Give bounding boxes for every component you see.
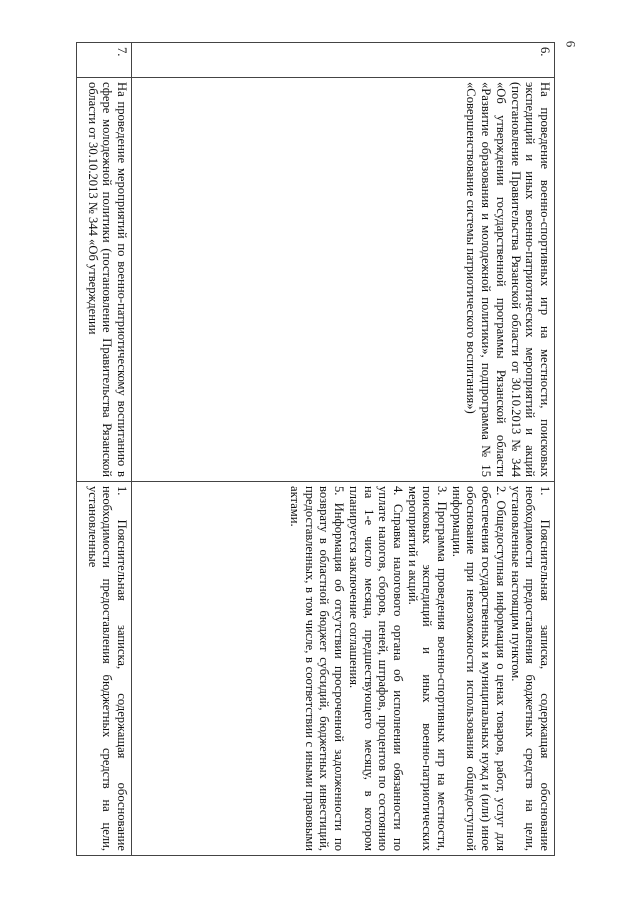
table-row <box>77 43 132 856</box>
rotated-page-content <box>72 42 555 851</box>
table-row <box>132 43 555 856</box>
page-number: 6 <box>563 40 579 48</box>
document-item: 2. Общедоступная информация о ценах товаров, работ, услуг для обеспечения государственных и муниципальных нужд и (или) иное обоснование при невозможности использования общедоступной информации. <box>449 486 508 851</box>
document-item: 1. Пояснительная записка, содержащая обоснование необходимости предоставления бюджетных средств на цели, установленные <box>85 486 129 851</box>
documents-table <box>76 42 555 856</box>
document-item: 5. Информация об отсутствии просроченной задолженности по возврату в областной бюджет субсидий, бюджетных инвестиций, предоставленных, в том числе, в соответствии с иными правовыми актами. <box>288 486 347 851</box>
row-number: 7. <box>77 43 132 78</box>
row-documents <box>77 482 132 856</box>
row-name: На проведение военно-спортивных игр на местности, поисковых экспедиций и иных военно-патриотических мероприятий и акций (постановление Правительства Рязанской области от 30.10.2013 № 344 «Об утверждении государственной программы Рязанской области «Развитие образования и молодежной политики», подпрограмма № 15 «Совершенствование системы патриотического воспитания») <box>132 78 555 482</box>
document-item: 4. Справка налогового органа об исполнении обязанности по уплате налогов, сборов, пеней, штрафов, процентов по состоянию на 1-е число месяца, предшествующего месяцу, в котором планируется заключение соглашения. <box>346 486 405 851</box>
document-item: 1. Пояснительная записка, содержащая обоснование необходимости предоставления бюджетных средств на цели, установленные настоящим пунктом. <box>508 486 552 851</box>
row-number: 6. <box>132 43 555 78</box>
row-documents <box>132 482 555 856</box>
row-name: На проведение мероприятий по военно-патриотическому воспитанию в сфере молодежной политики (постановление Правительства Рязанской области от 30.10.2013 № 344 «Об утверждении <box>77 78 132 482</box>
document-item: 3. Программа проведения военно-спортивных игр на местности, поисковых экспедиций и иных военно-патриотических мероприятий и акций. <box>405 486 450 851</box>
